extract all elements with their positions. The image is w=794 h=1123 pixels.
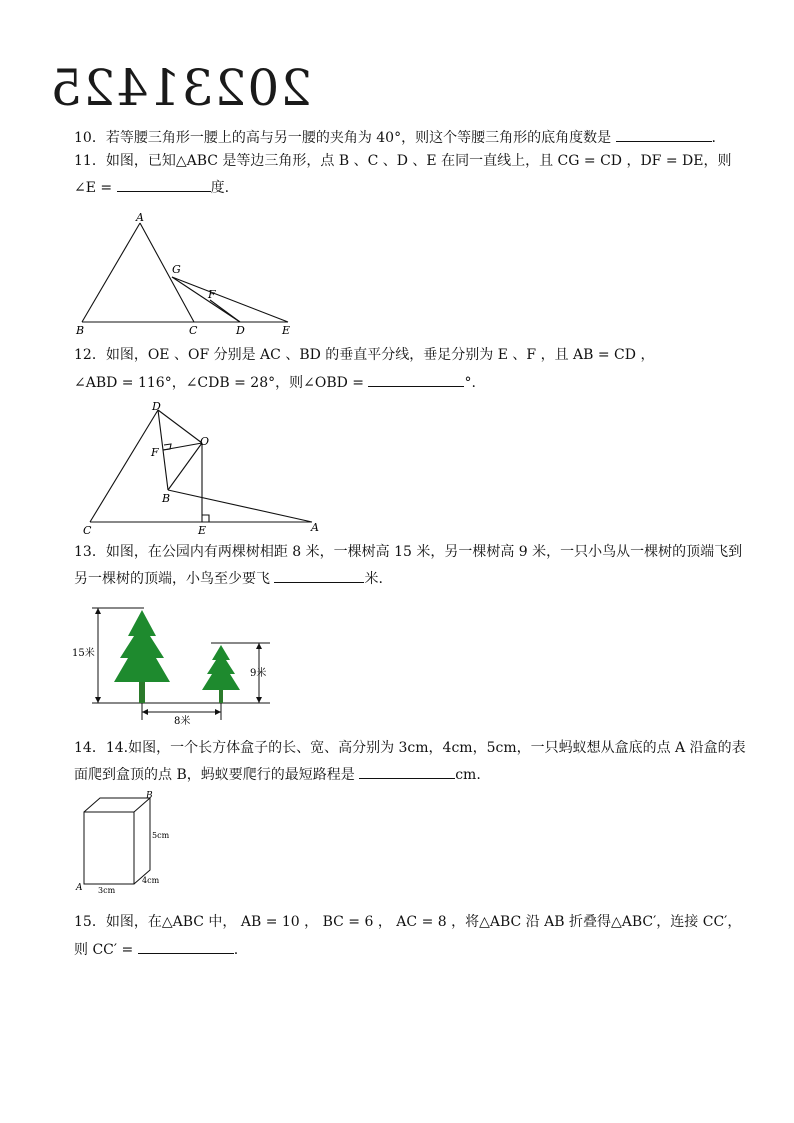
label-12-B: B (162, 492, 171, 505)
answer-blank-15[interactable] (138, 938, 234, 954)
label-11-D: D (236, 324, 245, 337)
question-10-text: 10．若等腰三角形一腰上的高与另一腰的夹角为 40°，则这个等腰三角形的底角度数是 (74, 130, 612, 146)
question-11-line2: ∠E = 度. (74, 176, 229, 198)
label-11-F: F (208, 288, 216, 301)
label-13-height1: 15米 (72, 648, 95, 659)
question-13-line1: 13．如图，在公园内有两棵树相距 8 米，一棵树高 15 米，另一棵树高 9 米，一只小鸟从一棵树的顶端飞到 (74, 544, 743, 560)
question-12-line1: 12．如图，OE 、OF 分别是 AC 、BD 的垂直平分线，垂足分别为 E 、F ，且 AB = CD ， (74, 347, 655, 363)
label-14-B: B (146, 791, 153, 801)
figure-11-triangle (70, 210, 300, 338)
question-11-line1: 11．如图，已知△ABC 是等边三角形，点 B 、C 、D 、E 在同一直线上，且 CG = CD ，DF = DE，则 (74, 153, 732, 169)
label-12-D: D (152, 400, 161, 413)
label-11-E: E (282, 324, 291, 337)
label-13-distance: 8米 (174, 716, 191, 727)
label-12-C: C (83, 524, 92, 537)
answer-blank-10[interactable] (616, 126, 712, 142)
answer-blank-12[interactable] (368, 371, 464, 387)
question-14-line2: 面爬到盒顶的点 B，蚂蚁要爬行的最短路程是 cm. (74, 763, 481, 785)
tall-tree (114, 610, 170, 703)
label-14-width: 4cm (142, 876, 160, 885)
label-12-O: O (200, 435, 210, 448)
label-14-length: 3cm (98, 886, 116, 895)
question-15-line2: 则 CC′ = . (74, 938, 238, 960)
figure-14-box (70, 790, 180, 898)
label-14-height: 5cm (152, 831, 170, 840)
label-11-G: G (172, 263, 181, 276)
answer-blank-11[interactable] (117, 176, 211, 192)
figure-12-geometry (78, 398, 328, 538)
answer-blank-13[interactable] (274, 567, 364, 583)
label-12-F: F (151, 446, 159, 459)
question-15-line1: 15．如图，在△ABC 中， AB = 10 ， BC = 6 ， AC = 8 ，将△ABC 沿 AB 折叠得△ABC′，连接 CC′， (74, 914, 742, 930)
label-11-B: B (76, 324, 85, 337)
question-10: 10．若等腰三角形一腰上的高与另一腰的夹角为 40°，则这个等腰三角形的底角度数是 . (74, 126, 716, 148)
short-tree (202, 645, 240, 703)
watermark-number: 20231425 (49, 59, 312, 117)
label-12-A: A (311, 521, 319, 534)
question-14-line1: 14．14.如图，一个长方体盒子的长、宽、高分别为 3cm，4cm，5cm，一只蚂蚁想从盒底的点 A 沿盒的表 (74, 740, 746, 756)
label-11-A: A (136, 211, 144, 224)
figure-13-trees (70, 600, 280, 728)
label-12-E: E (198, 524, 207, 537)
question-12-line2: ∠ABD = 116°，∠CDB = 28°，则∠OBD = °. (74, 371, 476, 393)
label-13-height2: 9米 (250, 668, 267, 679)
label-14-A: A (76, 883, 83, 893)
answer-blank-14[interactable] (359, 763, 455, 779)
question-13-line2: 另一棵树的顶端，小鸟至少要飞 米. (74, 567, 383, 589)
label-11-C: C (189, 324, 198, 337)
